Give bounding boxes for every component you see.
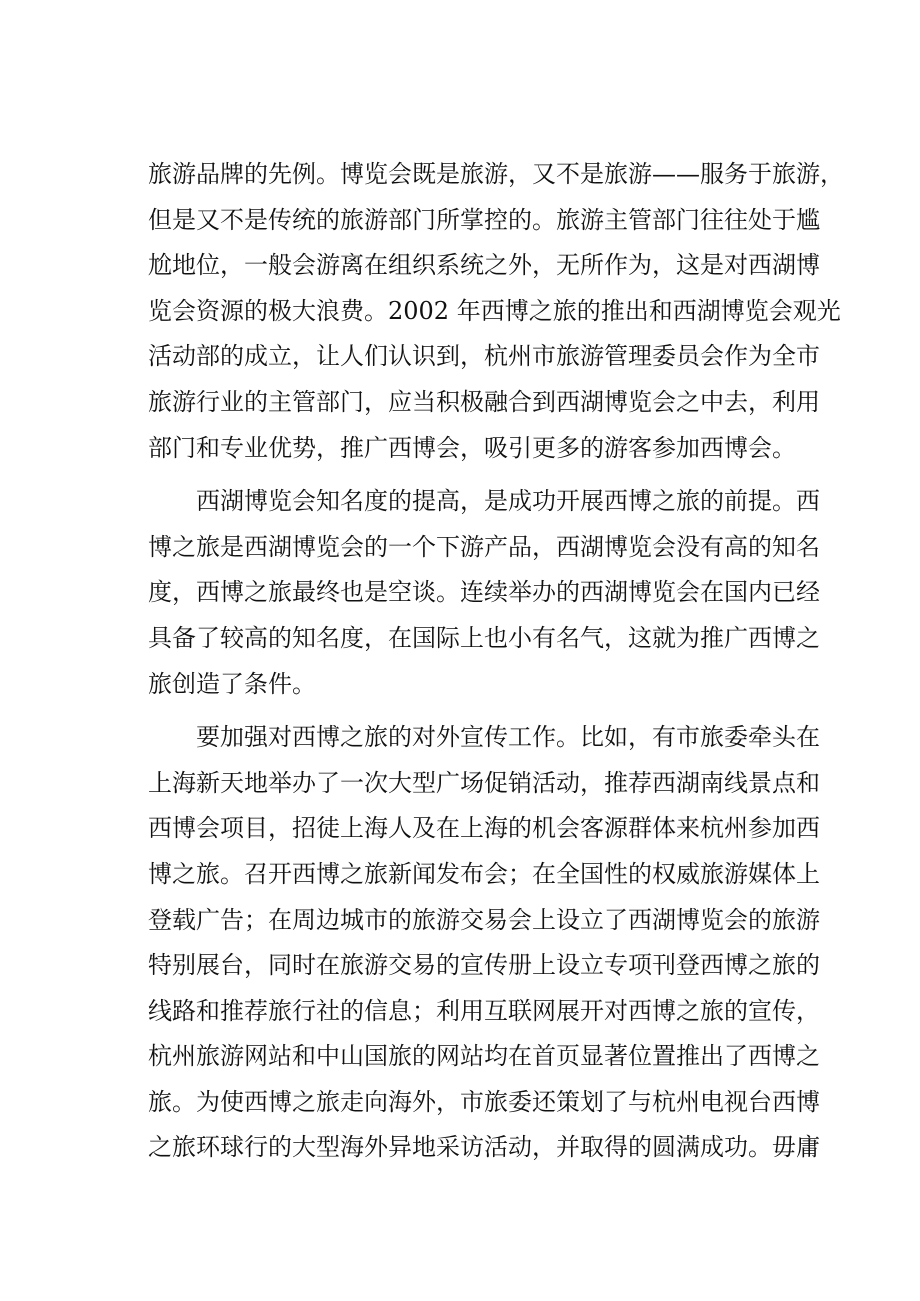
text-line: 博之旅是西湖博览会的一个下游产品，西湖博览会没有高的知名 [148,532,820,561]
text-line: 博之旅。召开西博之旅新闻发布会；在全国性的权威旅游媒体上 [148,859,820,888]
text-line: 旅游品牌的先例。博览会既是旅游，又不是旅游——服务于旅游， [148,160,844,188]
document-body [148,152,844,1171]
paragraph-spacer [148,471,808,479]
paragraph-3 [148,715,820,1171]
text-line: 度，西博之旅最终也是空谈。连续举办的西湖博览会在国内已经 [148,578,820,607]
paragraph-2 [148,479,820,707]
text-line: 旅。为使西博之旅走向海外，市旅委还策划了与杭州电视台西博 [148,1087,820,1116]
text-line: 之旅环球行的大型海外异地采访活动，并取得的圆满成功。毋庸 [148,1133,820,1162]
text-line: 特别展台，同时在旅游交易的宣传册上设立专项刊登西博之旅的 [148,951,820,980]
text-line: 部门和专业优势，推广西博会，吸引更多的游客参加西博会。 [148,433,796,462]
paragraph-1 [148,152,844,471]
text-line: 但是又不是传统的旅游部门所掌控的。旅游主管部门往往处于尴 [148,205,820,234]
text-line: 尬地位，一般会游离在组织系统之外，无所作为，这是对西湖博 [148,251,820,280]
text-line: 具备了较高的知名度，在国际上也小有名气，这就为推广西博之 [148,623,820,652]
text-line: 活动部的成立，让人们认识到，杭州市旅游管理委员会作为全市 [148,342,820,371]
text-line: 要加强对西博之旅的对外宣传工作。比如，有市旅委牵头在 [196,723,820,752]
text-line: 旅游行业的主管部门，应当积极融合到西湖博览会之中去，利用 [148,387,820,416]
text-line: 览会资源的极大浪费。2002 年西博之旅的推出和西湖博览会观光 [148,296,841,325]
text-line: 西湖博览会知名度的提高，是成功开展西博之旅的前提。西 [196,487,820,516]
paragraph-spacer [148,707,808,715]
text-line: 线路和推荐旅行社的信息；利用互联网展开对西博之旅的宣传， [148,996,820,1025]
text-line: 登载广告；在周边城市的旅游交易会上设立了西湖博览会的旅游 [148,905,820,934]
text-line: 旅创造了条件。 [148,669,316,698]
text-line: 西博会项目，招徒上海人及在上海的机会客源群体来杭州参加西 [148,814,820,843]
text-line: 杭州旅游网站和中山国旅的网站均在首页显著位置推出了西博之 [148,1042,820,1071]
text-line: 上海新天地举办了一次大型广场促销活动，推荐西湖南线景点和 [148,768,820,797]
